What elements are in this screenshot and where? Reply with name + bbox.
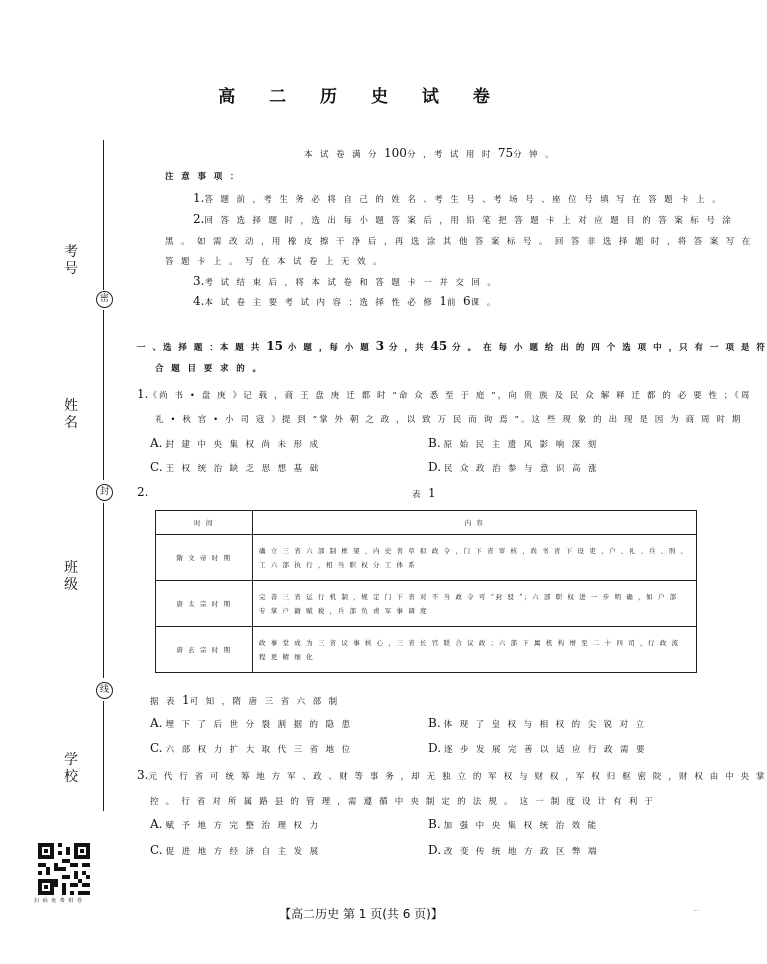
q3-stem-1: 元 代 行 省 可 统 筹 地 方 军 、政 、财 等 事 务 ，却 无 独 立 的 军 权 与 财 权 ，军 权 归 枢 密 院 ，财 权 由 中 央 掌 [148, 772, 767, 782]
section-1-heading-line2: 合 题 目 要 求 的 。 [155, 364, 264, 374]
q1-line2: 礼 • 秋 官 • 小 司 寇 》提 到 “掌 外 朝 之 政 ，以 致 万 民 而 询 焉 ”。这 些 现 象 的 出 现 是 因 为 商 周 时 期 [155, 415, 743, 425]
notice-heading: 注 意 事 项 ： [165, 172, 241, 182]
intro-minutes: 75 [497, 146, 514, 160]
section-1-n45: 45 [430, 339, 448, 353]
table-caption-label: 表 [412, 490, 423, 500]
q3-option-a-text: 赋 予 地 方 完 整 治 理 权 力 [165, 821, 321, 831]
q1-option-c-text: 王 权 统 治 缺 乏 思 想 基 础 [165, 464, 321, 474]
q2-option-d[interactable] [428, 741, 647, 755]
q2-stem [150, 693, 339, 707]
q2-option-a[interactable] [150, 716, 352, 730]
q3-option-c-text: 促 进 地 方 经 济 自 主 发 展 [165, 847, 321, 857]
q3-line2: 控 。 行 省 对 所 属 路 县 的 管 理 ，需 遵 循 中 央 制 定 的 法 规 。 这 一 制 度 设 计 有 利 于 [150, 797, 656, 807]
q1-option-b-text: 原 始 民 主 遗 风 影 响 深 刻 [443, 440, 599, 450]
q2-option-c-letter: C. [150, 741, 163, 755]
q3-option-c[interactable] [150, 843, 321, 857]
q3-option-b-letter: B. [428, 817, 441, 831]
q2-stem-pre: 据 表 [150, 697, 177, 707]
table-row-content-line2: 工 六 部 执 行 ，相 当 职 权 分 工 体 系 [259, 560, 417, 569]
side-label-banji: 班级 [64, 560, 78, 593]
q3-option-d[interactable] [428, 843, 599, 857]
section-1-text-c: 分 ，共 [389, 343, 426, 353]
page-title: 高 二 历 史 试 卷 [218, 87, 504, 107]
q1-line1 [137, 387, 751, 401]
q2-option-d-text: 逐 步 发 展 完 善 以 适 应 行 政 需 要 [444, 745, 647, 755]
notice-item-1-num: 1. [193, 191, 205, 205]
notice-item-2a-text: 回 答 选 择 题 时 ，选 出 每 小 题 答 案 后 ，用 铅 笔 把 答 题 卡 上 对 应 题 目 的 答 案 标 号 涂 [204, 216, 734, 226]
q3-option-a[interactable] [150, 817, 320, 831]
section-1-text-b: 小 题 ，每 小 题 [287, 343, 371, 353]
table-row-time: 唐 玄 宗 时 期 [156, 627, 253, 673]
side-line-kaohao [103, 140, 104, 290]
table-header-row [156, 511, 697, 535]
seal-xian: 线 [96, 682, 113, 699]
table-header-time: 时 间 [156, 511, 253, 535]
table-row-content-line1: 完 善 三 省 运 行 机 制 ，规 定 门 下 省 对 不 当 政 令 可 “封 驳 ”；六 部 职 权 进 一 步 明 确 ，如 户 部 [259, 592, 678, 601]
q2-option-c-text: 六 部 权 力 扩 大 取 代 三 省 地 位 [165, 745, 353, 755]
table-header-content: 内 容 [253, 511, 697, 535]
notice-item-2c: 答 题 卡 上 。 写 在 本 试 卷 上 无 效 。 [165, 257, 384, 267]
side-line-xuexiao [103, 701, 104, 811]
corner-mark: ... [693, 906, 699, 913]
q2-option-b[interactable] [428, 716, 647, 730]
qr-code-icon [38, 843, 90, 895]
notice-item-1-text: 答 题 前 ，考 生 务 必 将 自 己 的 姓 名 、考 生 号 、考 场 号 、座 位 号 填 写 在 答 题 卡 上 。 [204, 195, 724, 205]
side-label-xingming: 姓名 [64, 398, 78, 431]
table-row-content [253, 627, 697, 673]
page-footer: 【高二历史 第 1 页(共 6 页)】 [279, 907, 443, 921]
q3-option-b[interactable] [428, 817, 599, 831]
intro-mid: 分 ，考 试 用 时 [406, 150, 493, 160]
table-row-time: 隋 文 帝 时 期 [156, 535, 253, 581]
q2-option-b-text: 体 现 了 皇 权 与 相 权 的 尖 锐 对 立 [443, 720, 647, 730]
seal-mi: 密 [96, 291, 113, 308]
side-label-kaohao: 考号 [64, 244, 78, 277]
section-1-n3: 3 [375, 339, 385, 353]
table-row-time: 唐 太 宗 时 期 [156, 581, 253, 627]
q3-option-c-letter: C. [150, 843, 163, 857]
q1-option-a-text: 封 建 中 央 集 权 尚 未 形 成 [165, 440, 321, 450]
q1-number: 1. [137, 387, 149, 401]
section-1-n15: 15 [266, 339, 283, 353]
q1-option-b[interactable] [428, 436, 599, 450]
table-row [156, 627, 697, 673]
q3-option-a-letter: A. [150, 817, 163, 831]
table-caption-number: 1 [428, 486, 436, 500]
section-1-text-d: 分 。 在 每 小 题 给 出 的 四 个 选 项 中 ，只 有 一 项 是 符 [452, 343, 767, 353]
q1-stem-1: 《尚 书 • 盘 庚 》记 载 ，商 王 盘 庚 迁 都 时 “命 众 悉 至 于 庭 ”，向 贵 族 及 民 众 解 释 迁 都 的 必 要 性 ；《周 [148, 391, 752, 401]
q2-option-a-text: 埋 下 了 后 世 分 裂 割 据 的 隐 患 [165, 720, 353, 730]
intro-pre: 本 试 卷 满 分 [304, 150, 379, 160]
intro-score: 100 [384, 146, 407, 160]
q1-option-b-letter: B. [428, 436, 441, 450]
q2-option-c[interactable] [150, 741, 353, 755]
table-caption [412, 486, 436, 500]
q1-option-d-text: 民 众 政 治 参 与 意 识 高 涨 [444, 464, 599, 474]
notice-item-4-n1: 1 [439, 294, 448, 308]
q2-option-b-letter: B. [428, 716, 441, 730]
q2-stem-post: 可 知 ，隋 唐 三 省 六 部 制 [189, 697, 340, 707]
table-row-content-line1: 政 事 堂 成 为 三 省 议 事 核 心 ，三 省 长 官 联 合 议 政 ；六 部 下 属 机 构 增 至 二 十 四 司 ，行 政 流 [259, 638, 680, 647]
table-row-content-line1: 确 立 三 省 六 部 制 框 架 ，内 史 省 草 拟 政 令 ，门 下 省 审 核 ，尚 书 省 下 设 吏 、户 、礼 、兵 、刑 、 [259, 546, 689, 555]
q1-option-d-letter: D. [428, 460, 442, 474]
notice-item-4-num: 4. [193, 294, 205, 308]
side-line-xingming [103, 310, 104, 480]
table-row-content [253, 581, 697, 627]
notice-item-4 [193, 294, 498, 308]
notice-item-2a [193, 212, 733, 226]
table-row [156, 535, 697, 581]
q3-option-d-letter: D. [428, 843, 442, 857]
notice-item-3 [193, 274, 498, 288]
qr-caption: 扫 码 免 费 组 卷 [34, 898, 83, 904]
q1-option-a-letter: A. [150, 436, 163, 450]
intro-post: 分 钟 。 [513, 150, 557, 160]
notice-item-3-text: 考 试 结 束 后 ，将 本 试 卷 和 答 题 卡 一 并 交 回 。 [204, 278, 499, 288]
intro-line [304, 146, 556, 160]
q1-option-a[interactable] [150, 436, 320, 450]
table-row-content-line2: 程 更 精 细 化 [259, 652, 315, 661]
q3-number: 3. [137, 768, 149, 782]
q3-option-d-text: 改 变 传 统 地 方 政 区 弊 端 [444, 847, 599, 857]
side-label-xuexiao: 学校 [64, 752, 78, 785]
notice-item-3-num: 3. [193, 274, 205, 288]
notice-item-1 [193, 191, 723, 205]
notice-item-4-text-c: 课 。 [470, 298, 498, 308]
q3-line1 [137, 768, 767, 782]
table-row-content [253, 535, 697, 581]
notice-item-2b: 黑 。 如 需 改 动 ，用 橡 皮 擦 干 净 后 ，再 选 涂 其 他 答 案 标 号 。 回 答 非 选 择 题 时 ，将 答 案 写 在 [165, 237, 753, 247]
history-table [155, 510, 697, 673]
seal-feng: 封 [96, 484, 113, 501]
notice-item-4-text-a: 本 试 卷 主 要 考 试 内 容 ：选 择 性 必 修 [204, 298, 435, 308]
section-1-heading-line1 [137, 339, 767, 353]
q2-stem-num: 1 [182, 693, 190, 707]
q2-option-a-letter: A. [150, 716, 163, 730]
q2-number: 2. [137, 485, 149, 499]
notice-item-2-num: 2. [193, 212, 205, 226]
q1-option-c-letter: C. [150, 460, 163, 474]
notice-item-4-n2: 6 [463, 294, 471, 308]
q3-option-b-text: 加 强 中 央 集 权 统 治 效 能 [443, 821, 599, 831]
notice-item-4-text-b: 前 [447, 298, 458, 308]
table-row-content-line2: 专 掌 户 籍 赋 税 ，兵 部 负 责 军 事 调 度 [259, 606, 429, 615]
q2-option-d-letter: D. [428, 741, 442, 755]
section-1-text-a: 一 、选 择 题 ：本 题 共 [137, 343, 262, 353]
table-row [156, 581, 697, 627]
side-line-banji [103, 503, 104, 678]
q1-option-d[interactable] [428, 460, 599, 474]
q1-option-c[interactable] [150, 460, 321, 474]
